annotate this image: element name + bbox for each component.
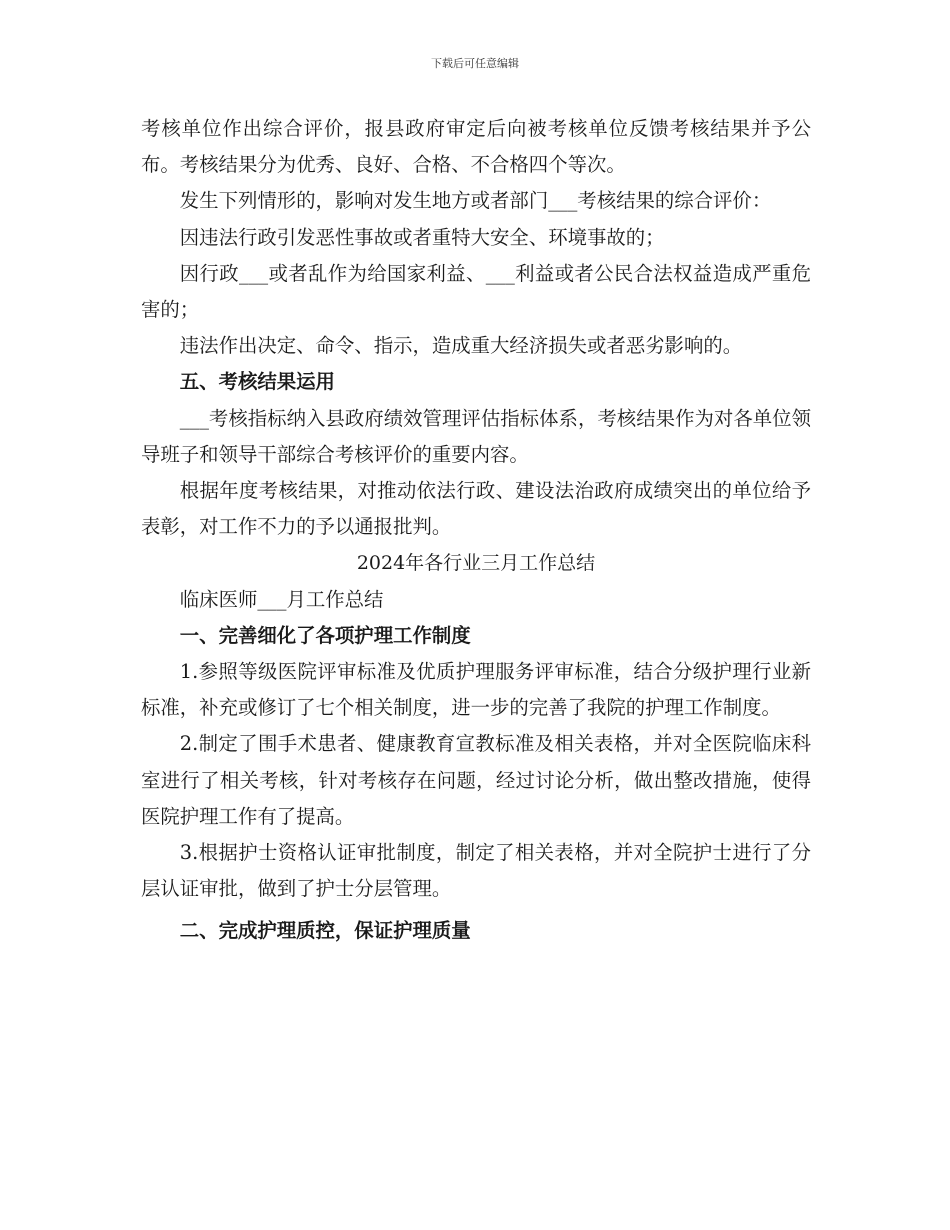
- paragraph: 发生下列情形的，影响对发生地方或者部门___考核结果的综合评价：: [179, 189, 772, 213]
- section-heading: 一、完善细化了各项护理工作制度: [179, 623, 471, 647]
- paragraph: 1.参照等级医院评审标准及优质护理服务评审标准，结合分级护理行业新标准，补充或修订了七个相关制度，进一步的完善了我院的护理工作制度。: [141, 660, 811, 720]
- paragraph: 2.制定了围手术患者、健康教育宣教标准及相关表格，并对全医院临床科室进行了相关考核，针对考核存在问题，经过讨论分析，做出整改措施，使得医院护理工作有了提高。: [141, 732, 811, 828]
- paragraph: 考核单位作出综合评价，报县政府审定后向被考核单位反馈考核结果并予公布。考核结果分为优秀、良好、合格、不合格四个等次。: [141, 117, 811, 177]
- paragraph: 因行政___或者乱作为给国家利益、___利益或者公民合法权益造成严重危害的；: [141, 261, 811, 322]
- document-title: 2024年各行业三月工作总结: [356, 552, 596, 575]
- paragraph: ___考核指标纳入县政府绩效管理评估指标体系，考核结果作为对各单位领导班子和领导干部综合考核评价的重要内容。: [141, 406, 811, 466]
- paragraph: 因违法行政引发恶性事故或者重特大安全、环境事故的；: [179, 225, 665, 249]
- header-note: 下载后可任意编辑: [431, 57, 519, 70]
- paragraph: 3.根据护士资格认证审批制度，制定了相关表格，并对全院护士进行了分层认证审批，做到了护士分层管理。: [141, 841, 811, 901]
- paragraph: 违法作出决定、命令、指示，造成重大经济损失或者恶劣影响的。: [179, 334, 743, 358]
- document-body: [141, 111, 811, 950]
- paragraph: 根据年度考核结果，对推动依法行政、建设法治政府成绩突出的单位给予表彰，对工作不力的予以通报批判。: [141, 479, 811, 539]
- subtitle: 临床医师___月工作总结: [179, 587, 384, 611]
- section-heading: 二、完成护理质控，保证护理质量: [179, 919, 471, 943]
- section-heading: 五、考核结果运用: [179, 370, 335, 394]
